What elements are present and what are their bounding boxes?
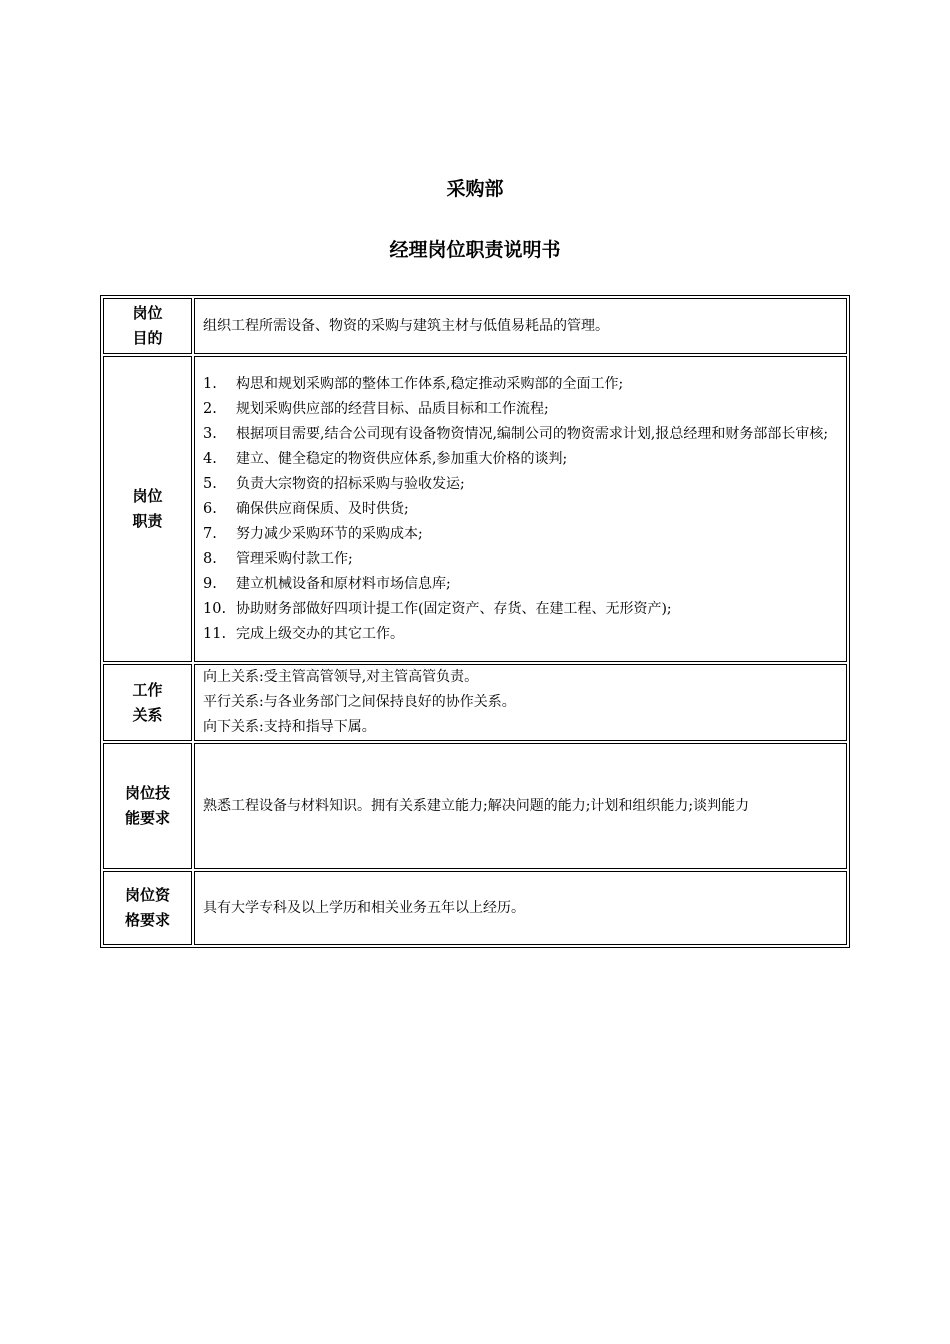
list-item: [203, 597, 840, 622]
skills-label-line2: 能要求: [124, 809, 170, 827]
duties-list: [194, 356, 847, 662]
list-item-text: 建立机械设备和原材料市场信息库;: [236, 575, 451, 592]
duties-label: [103, 356, 192, 662]
job-description-table: [100, 295, 850, 948]
list-item-text: 构思和规划采购部的整体工作体系,稳定推动采购部的全面工作;: [236, 375, 624, 392]
table-row-relations: [103, 664, 847, 741]
department-title: 采购部: [446, 178, 504, 200]
list-item-number: 10.: [203, 600, 227, 617]
duties-label-line2: 职责: [132, 512, 163, 530]
skills-label: [103, 743, 192, 869]
list-item-number: 2.: [203, 400, 217, 417]
relations-label-line1: 工作: [132, 680, 163, 699]
list-item-number: 5.: [203, 475, 217, 492]
qualifications-label-line2: 格要求: [124, 911, 170, 929]
list-item-number: 9.: [203, 575, 217, 592]
list-item: [203, 497, 840, 522]
list-item: [203, 547, 840, 572]
list-item-text: 负责大宗物资的招标采购与验收发运;: [236, 475, 465, 492]
purpose-label-line1: 岗位: [132, 304, 163, 322]
document-title: 经理岗位职责说明书: [389, 239, 561, 261]
relations-text: [194, 664, 847, 741]
list-item-number: 7.: [203, 525, 217, 542]
list-item-number: 6.: [203, 500, 217, 517]
list-item-number: 11.: [203, 625, 227, 642]
list-item-number: 3.: [203, 425, 217, 442]
purpose-label-line2: 目的: [132, 329, 163, 347]
list-item: [203, 447, 840, 472]
relation-downward: 向下关系:支持和指导下属。: [203, 719, 376, 735]
qualifications-label-line1: 岗位资: [124, 886, 170, 904]
qualifications-text: 具有大学专科及以上学历和相关业务五年以上经历。: [194, 871, 847, 945]
relations-label: [103, 664, 192, 741]
list-item: [203, 522, 840, 547]
skills-label-line1: 岗位技: [124, 784, 170, 802]
list-item: [203, 422, 840, 447]
list-item-number: 8.: [203, 550, 217, 567]
list-item-text: 协助财务部做好四项计提工作(固定资产、存货、在建工程、无形资产);: [236, 600, 672, 617]
purpose-label: [103, 298, 192, 354]
list-item-text: 完成上级交办的其它工作。: [236, 625, 404, 642]
list-item-number: 4.: [203, 450, 217, 467]
table-row-purpose: [103, 298, 847, 354]
purpose-text: 组织工程所需设备、物资的采购与建筑主材与低值易耗品的管理。: [194, 298, 847, 354]
list-item-text: 努力减少采购环节的采购成本;: [236, 525, 423, 542]
table-row-duties: [103, 356, 847, 662]
relation-parallel: 平行关系:与各业务部门之间保持良好的协作关系。: [203, 694, 516, 710]
list-item: [203, 372, 840, 397]
list-item-text: 根据项目需要,结合公司现有设备物资情况,编制公司的物资需求计划,报总经理和财务部部长审核;: [236, 425, 829, 442]
list-item-text: 建立、健全稳定的物资供应体系,参加重大价格的谈判;: [236, 450, 568, 467]
list-item-text: 确保供应商保质、及时供货;: [236, 500, 409, 517]
list-item: [203, 397, 840, 422]
list-item-text: 管理采购付款工作;: [236, 550, 353, 567]
skills-text: 熟悉工程设备与材料知识。拥有关系建立能力;解决问题的能力;计划和组织能力;谈判能力: [194, 743, 847, 869]
relation-upward: 向上关系:受主管高管领导,对主管高管负责。: [203, 669, 479, 685]
table-row-skills: [103, 743, 847, 869]
qualifications-label: [103, 871, 192, 945]
list-item-text: 规划采购供应部的经营目标、品质目标和工作流程;: [236, 400, 549, 417]
table-row-qualifications: [103, 871, 847, 945]
relations-label-line2: 关系: [132, 705, 163, 724]
list-item-number: 1.: [203, 375, 217, 392]
list-item: [203, 572, 840, 597]
list-item: [203, 472, 840, 497]
duties-label-line1: 岗位: [132, 487, 163, 505]
list-item: [203, 622, 840, 647]
